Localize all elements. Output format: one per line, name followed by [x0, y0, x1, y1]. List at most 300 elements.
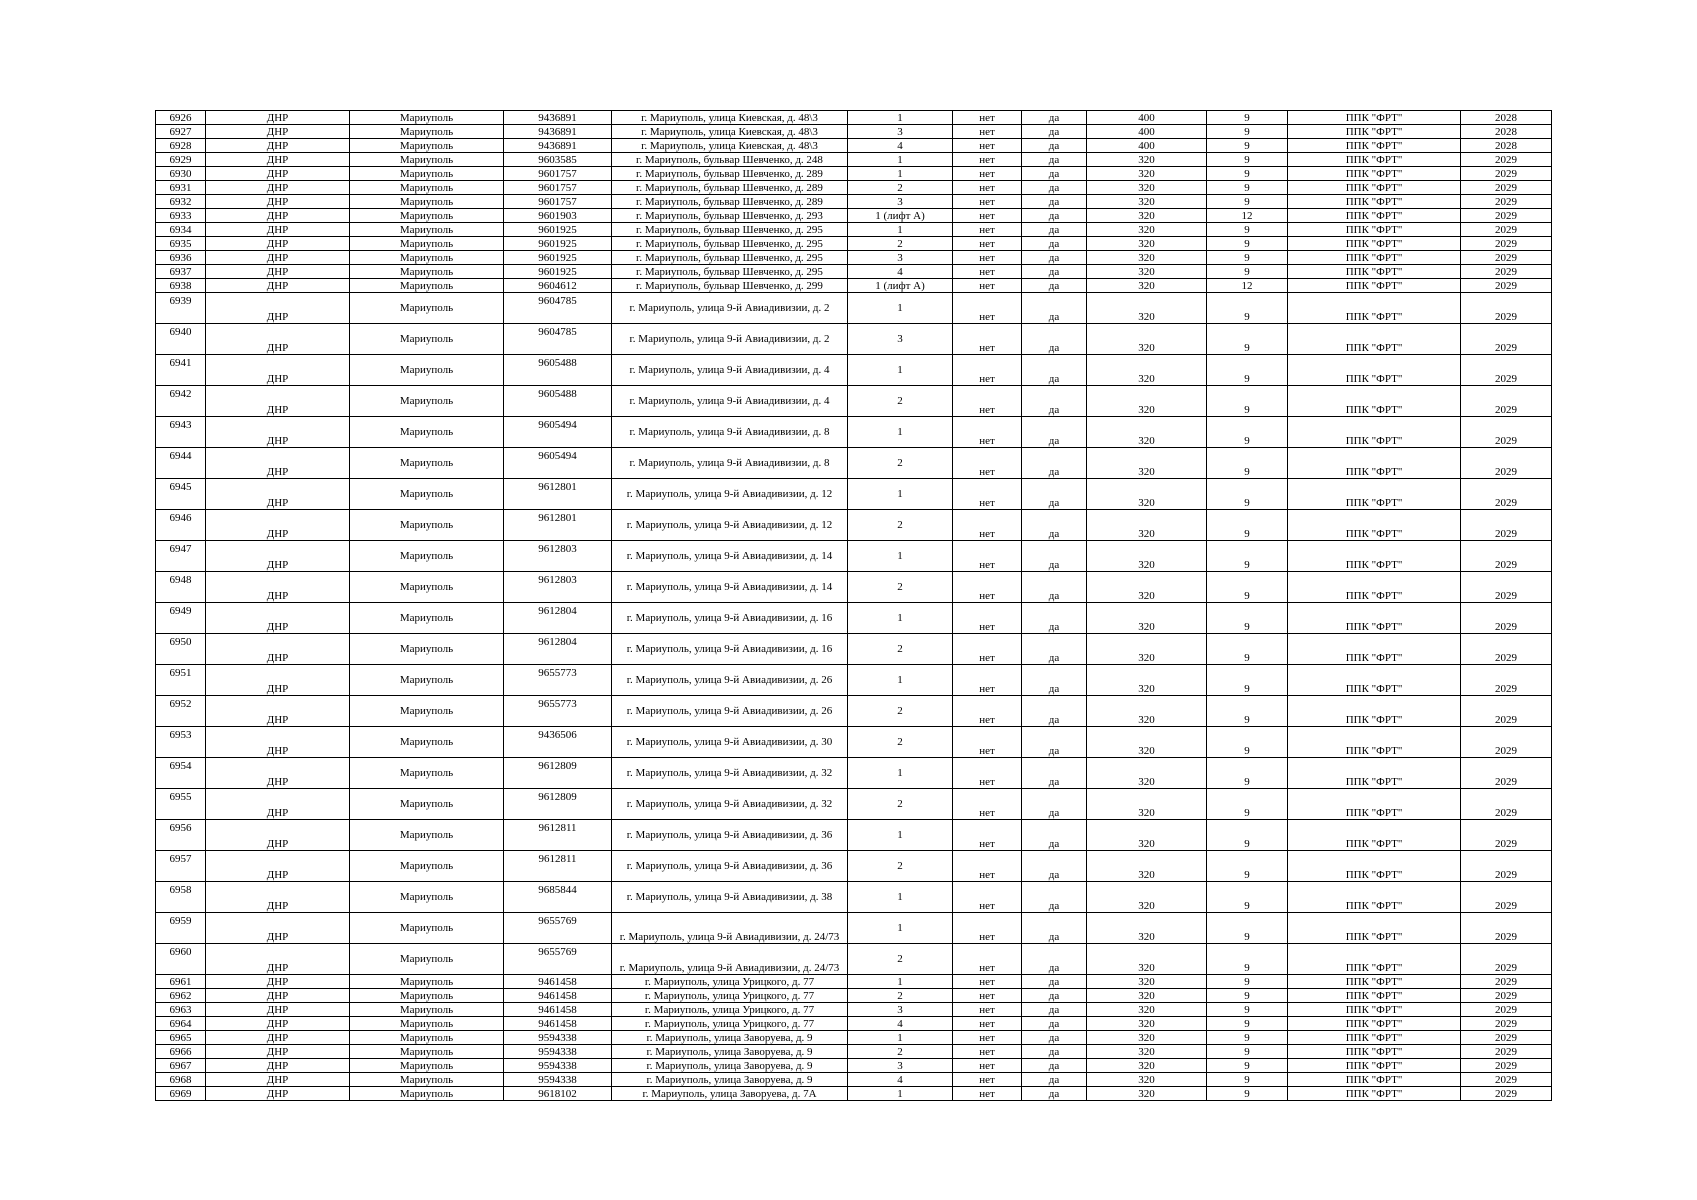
cell-capacity: 320: [1087, 223, 1207, 237]
cell-city: Мариуполь: [350, 417, 504, 448]
cell-address: г. Мариуполь, улица 9-й Авиадивизии, д. 16: [612, 634, 848, 665]
cell-floors: 9: [1207, 510, 1288, 541]
table-row: [156, 237, 1552, 251]
cell-flag-yes: да: [1022, 1017, 1087, 1031]
cell-flag-yes: да: [1022, 603, 1087, 634]
cell-region: ДНР: [206, 820, 350, 851]
cell-city: Мариуполь: [350, 944, 504, 975]
cell-row-number: 6962: [156, 989, 206, 1003]
table-row: [156, 510, 1552, 541]
cell-address: г. Мариуполь, улица Заворуева, д. 9: [612, 1031, 848, 1045]
cell-address: г. Мариуполь, улица Заворуева, д. 9: [612, 1073, 848, 1087]
cell-flag-yes: да: [1022, 448, 1087, 479]
cell-address: г. Мариуполь, улица Заворуева, д. 9: [612, 1059, 848, 1073]
cell-flag-no: нет: [953, 195, 1022, 209]
cell-flag-yes: да: [1022, 1031, 1087, 1045]
cell-entrance: 2: [848, 789, 953, 820]
cell-address: г. Мариуполь, бульвар Шевченко, д. 295: [612, 251, 848, 265]
cell-flag-yes: да: [1022, 696, 1087, 727]
cell-flag-no: нет: [953, 1059, 1022, 1073]
cell-flag-no: нет: [953, 293, 1022, 324]
cell-building-id: 9612803: [504, 572, 612, 603]
cell-row-number: 6944: [156, 448, 206, 479]
cell-flag-yes: да: [1022, 882, 1087, 913]
cell-capacity: 320: [1087, 153, 1207, 167]
cell-building-id: 9594338: [504, 1031, 612, 1045]
cell-row-number: 6937: [156, 265, 206, 279]
cell-building-id: 9612801: [504, 479, 612, 510]
table-row: [156, 417, 1552, 448]
cell-year: 2029: [1461, 603, 1552, 634]
cell-building-id: 9594338: [504, 1073, 612, 1087]
cell-capacity: 320: [1087, 913, 1207, 944]
cell-organization: ППК "ФРТ": [1288, 279, 1461, 293]
cell-flag-yes: да: [1022, 510, 1087, 541]
cell-row-number: 6960: [156, 944, 206, 975]
cell-capacity: 320: [1087, 1073, 1207, 1087]
cell-capacity: 400: [1087, 125, 1207, 139]
cell-year: 2028: [1461, 139, 1552, 153]
cell-address: г. Мариуполь, бульвар Шевченко, д. 289: [612, 167, 848, 181]
cell-address: г. Мариуполь, улица 9-й Авиадивизии, д. 2: [612, 324, 848, 355]
cell-floors: 9: [1207, 355, 1288, 386]
cell-building-id: 9612801: [504, 510, 612, 541]
cell-entrance: 4: [848, 265, 953, 279]
cell-address: г. Мариуполь, улица 9-й Авиадивизии, д. 26: [612, 665, 848, 696]
cell-flag-yes: да: [1022, 634, 1087, 665]
cell-floors: 9: [1207, 882, 1288, 913]
cell-entrance: 2: [848, 634, 953, 665]
table-row: [156, 386, 1552, 417]
cell-flag-no: нет: [953, 1087, 1022, 1101]
cell-organization: ППК "ФРТ": [1288, 355, 1461, 386]
cell-organization: ППК "ФРТ": [1288, 634, 1461, 665]
cell-city: Мариуполь: [350, 1073, 504, 1087]
cell-flag-yes: да: [1022, 279, 1087, 293]
table-row: [156, 603, 1552, 634]
cell-city: Мариуполь: [350, 167, 504, 181]
cell-flag-no: нет: [953, 758, 1022, 789]
cell-row-number: 6932: [156, 195, 206, 209]
cell-year: 2029: [1461, 541, 1552, 572]
table-row: [156, 696, 1552, 727]
table-row: [156, 479, 1552, 510]
cell-capacity: 320: [1087, 1045, 1207, 1059]
cell-city: Мариуполь: [350, 293, 504, 324]
cell-address: г. Мариуполь, улица Киевская, д. 48\3: [612, 139, 848, 153]
table-row: [156, 251, 1552, 265]
cell-capacity: 320: [1087, 209, 1207, 223]
cell-floors: 9: [1207, 167, 1288, 181]
cell-row-number: 6961: [156, 975, 206, 989]
cell-entrance: 4: [848, 1073, 953, 1087]
cell-region: ДНР: [206, 417, 350, 448]
cell-capacity: 320: [1087, 479, 1207, 510]
cell-row-number: 6952: [156, 696, 206, 727]
table-body: [156, 111, 1552, 1101]
cell-capacity: 320: [1087, 324, 1207, 355]
cell-row-number: 6963: [156, 1003, 206, 1017]
cell-entrance: 1: [848, 355, 953, 386]
cell-region: ДНР: [206, 223, 350, 237]
cell-floors: 9: [1207, 139, 1288, 153]
cell-building-id: 9655773: [504, 665, 612, 696]
table-row: [156, 1017, 1552, 1031]
cell-address: г. Мариуполь, бульвар Шевченко, д. 248: [612, 153, 848, 167]
table-row: [156, 265, 1552, 279]
cell-row-number: 6941: [156, 355, 206, 386]
cell-floors: 9: [1207, 1045, 1288, 1059]
cell-region: ДНР: [206, 237, 350, 251]
cell-flag-no: нет: [953, 820, 1022, 851]
cell-region: ДНР: [206, 603, 350, 634]
cell-capacity: 320: [1087, 1003, 1207, 1017]
cell-entrance: 4: [848, 139, 953, 153]
table-row: [156, 820, 1552, 851]
cell-organization: ППК "ФРТ": [1288, 237, 1461, 251]
cell-flag-yes: да: [1022, 944, 1087, 975]
cell-city: Мариуполь: [350, 603, 504, 634]
cell-flag-yes: да: [1022, 975, 1087, 989]
cell-flag-yes: да: [1022, 665, 1087, 696]
cell-year: 2029: [1461, 1003, 1552, 1017]
cell-row-number: 6964: [156, 1017, 206, 1031]
cell-flag-no: нет: [953, 279, 1022, 293]
cell-city: Мариуполь: [350, 696, 504, 727]
cell-organization: ППК "ФРТ": [1288, 324, 1461, 355]
cell-city: Мариуполь: [350, 181, 504, 195]
cell-entrance: 2: [848, 181, 953, 195]
cell-building-id: 9612811: [504, 820, 612, 851]
cell-region: ДНР: [206, 572, 350, 603]
cell-row-number: 6954: [156, 758, 206, 789]
cell-row-number: 6969: [156, 1087, 206, 1101]
cell-region: ДНР: [206, 279, 350, 293]
cell-organization: ППК "ФРТ": [1288, 195, 1461, 209]
cell-flag-yes: да: [1022, 386, 1087, 417]
cell-year: 2029: [1461, 1059, 1552, 1073]
cell-flag-yes: да: [1022, 111, 1087, 125]
cell-flag-yes: да: [1022, 153, 1087, 167]
cell-region: ДНР: [206, 1059, 350, 1073]
cell-flag-no: нет: [953, 448, 1022, 479]
cell-region: ДНР: [206, 989, 350, 1003]
cell-row-number: 6949: [156, 603, 206, 634]
cell-region: ДНР: [206, 1031, 350, 1045]
cell-year: 2029: [1461, 820, 1552, 851]
cell-city: Мариуполь: [350, 111, 504, 125]
cell-row-number: 6927: [156, 125, 206, 139]
cell-year: 2029: [1461, 265, 1552, 279]
cell-row-number: 6936: [156, 251, 206, 265]
cell-organization: ППК "ФРТ": [1288, 125, 1461, 139]
cell-capacity: 320: [1087, 665, 1207, 696]
table-row: [156, 153, 1552, 167]
cell-entrance: 2: [848, 510, 953, 541]
cell-address: г. Мариуполь, улица Заворуева, д. 7А: [612, 1087, 848, 1101]
cell-organization: ППК "ФРТ": [1288, 293, 1461, 324]
cell-organization: ППК "ФРТ": [1288, 541, 1461, 572]
cell-row-number: 6953: [156, 727, 206, 758]
cell-entrance: 1 (лифт А): [848, 209, 953, 223]
cell-flag-yes: да: [1022, 251, 1087, 265]
cell-flag-yes: да: [1022, 293, 1087, 324]
cell-flag-yes: да: [1022, 167, 1087, 181]
cell-building-id: 9612809: [504, 789, 612, 820]
cell-building-id: 9601925: [504, 223, 612, 237]
cell-year: 2029: [1461, 989, 1552, 1003]
table-row: [156, 1073, 1552, 1087]
cell-city: Мариуполь: [350, 820, 504, 851]
cell-flag-no: нет: [953, 789, 1022, 820]
table-row: [156, 111, 1552, 125]
cell-organization: ППК "ФРТ": [1288, 572, 1461, 603]
cell-floors: 9: [1207, 1059, 1288, 1073]
cell-flag-no: нет: [953, 167, 1022, 181]
cell-flag-no: нет: [953, 479, 1022, 510]
cell-row-number: 6942: [156, 386, 206, 417]
cell-year: 2029: [1461, 355, 1552, 386]
cell-entrance: 4: [848, 1017, 953, 1031]
cell-region: ДНР: [206, 696, 350, 727]
cell-city: Мариуполь: [350, 324, 504, 355]
cell-entrance: 3: [848, 1003, 953, 1017]
cell-year: 2029: [1461, 1073, 1552, 1087]
cell-region: ДНР: [206, 293, 350, 324]
cell-organization: ППК "ФРТ": [1288, 448, 1461, 479]
cell-row-number: 6966: [156, 1045, 206, 1059]
cell-flag-no: нет: [953, 386, 1022, 417]
cell-capacity: 320: [1087, 975, 1207, 989]
cell-year: 2029: [1461, 324, 1552, 355]
cell-address: г. Мариуполь, улица 9-й Авиадивизии, д. 12: [612, 510, 848, 541]
cell-region: ДНР: [206, 758, 350, 789]
cell-entrance: 2: [848, 851, 953, 882]
cell-floors: 9: [1207, 251, 1288, 265]
cell-capacity: 320: [1087, 510, 1207, 541]
cell-building-id: 9436891: [504, 111, 612, 125]
cell-organization: ППК "ФРТ": [1288, 851, 1461, 882]
cell-city: Мариуполь: [350, 665, 504, 696]
cell-address: г. Мариуполь, улица 9-й Авиадивизии, д. 2: [612, 293, 848, 324]
cell-floors: 9: [1207, 223, 1288, 237]
cell-address: г. Мариуполь, улица 9-й Авиадивизии, д. 26: [612, 696, 848, 727]
cell-year: 2029: [1461, 479, 1552, 510]
cell-city: Мариуполь: [350, 153, 504, 167]
cell-entrance: 1: [848, 479, 953, 510]
table-row: [156, 125, 1552, 139]
cell-organization: ППК "ФРТ": [1288, 727, 1461, 758]
cell-city: Мариуполь: [350, 758, 504, 789]
cell-city: Мариуполь: [350, 913, 504, 944]
cell-row-number: 6950: [156, 634, 206, 665]
cell-organization: ППК "ФРТ": [1288, 386, 1461, 417]
cell-year: 2029: [1461, 181, 1552, 195]
cell-row-number: 6967: [156, 1059, 206, 1073]
cell-flag-no: нет: [953, 181, 1022, 195]
cell-organization: ППК "ФРТ": [1288, 696, 1461, 727]
cell-region: ДНР: [206, 251, 350, 265]
cell-region: ДНР: [206, 1003, 350, 1017]
table-row: [156, 944, 1552, 975]
cell-flag-no: нет: [953, 265, 1022, 279]
cell-region: ДНР: [206, 479, 350, 510]
table-row: [156, 209, 1552, 223]
cell-capacity: 320: [1087, 541, 1207, 572]
cell-address: г. Мариуполь, улица 9-й Авиадивизии, д. 14: [612, 572, 848, 603]
cell-capacity: 320: [1087, 696, 1207, 727]
cell-flag-yes: да: [1022, 223, 1087, 237]
cell-address: г. Мариуполь, улица 9-й Авиадивизии, д. 12: [612, 479, 848, 510]
cell-address: г. Мариуполь, улица 9-й Авиадивизии, д. 14: [612, 541, 848, 572]
cell-capacity: 320: [1087, 820, 1207, 851]
cell-building-id: 9612809: [504, 758, 612, 789]
table-row: [156, 355, 1552, 386]
cell-capacity: 320: [1087, 167, 1207, 181]
cell-building-id: 9601903: [504, 209, 612, 223]
cell-row-number: 6955: [156, 789, 206, 820]
cell-flag-no: нет: [953, 882, 1022, 913]
cell-organization: ППК "ФРТ": [1288, 882, 1461, 913]
cell-city: Мариуполь: [350, 989, 504, 1003]
cell-city: Мариуполь: [350, 125, 504, 139]
table-row: [156, 139, 1552, 153]
cell-year: 2028: [1461, 125, 1552, 139]
cell-city: Мариуполь: [350, 1003, 504, 1017]
table-row: [156, 1045, 1552, 1059]
cell-city: Мариуполь: [350, 355, 504, 386]
cell-region: ДНР: [206, 913, 350, 944]
cell-flag-no: нет: [953, 139, 1022, 153]
cell-flag-no: нет: [953, 1031, 1022, 1045]
cell-flag-yes: да: [1022, 758, 1087, 789]
cell-flag-no: нет: [953, 111, 1022, 125]
cell-flag-no: нет: [953, 209, 1022, 223]
cell-organization: ППК "ФРТ": [1288, 265, 1461, 279]
cell-flag-yes: да: [1022, 851, 1087, 882]
cell-capacity: 320: [1087, 1031, 1207, 1045]
cell-organization: ППК "ФРТ": [1288, 1045, 1461, 1059]
cell-flag-no: нет: [953, 572, 1022, 603]
cell-year: 2029: [1461, 167, 1552, 181]
cell-region: ДНР: [206, 1017, 350, 1031]
cell-address: г. Мариуполь, улица 9-й Авиадивизии, д. 4: [612, 355, 848, 386]
cell-row-number: 6957: [156, 851, 206, 882]
cell-address: г. Мариуполь, улица Урицкого, д. 77: [612, 1017, 848, 1031]
cell-entrance: 1: [848, 975, 953, 989]
cell-row-number: 6939: [156, 293, 206, 324]
cell-organization: ППК "ФРТ": [1288, 913, 1461, 944]
table-row: [156, 727, 1552, 758]
cell-capacity: 320: [1087, 386, 1207, 417]
cell-entrance: 1: [848, 167, 953, 181]
cell-floors: 9: [1207, 696, 1288, 727]
cell-address: г. Мариуполь, бульвар Шевченко, д. 295: [612, 237, 848, 251]
cell-organization: ППК "ФРТ": [1288, 139, 1461, 153]
cell-flag-yes: да: [1022, 209, 1087, 223]
cell-floors: 9: [1207, 153, 1288, 167]
cell-address: г. Мариуполь, улица 9-й Авиадивизии, д. 16: [612, 603, 848, 634]
cell-flag-no: нет: [953, 355, 1022, 386]
cell-entrance: 3: [848, 125, 953, 139]
cell-region: ДНР: [206, 1073, 350, 1087]
cell-entrance: 2: [848, 989, 953, 1003]
table-row: [156, 989, 1552, 1003]
cell-address: г. Мариуполь, бульвар Шевченко, д. 289: [612, 181, 848, 195]
cell-organization: ППК "ФРТ": [1288, 975, 1461, 989]
cell-flag-yes: да: [1022, 989, 1087, 1003]
cell-row-number: 6956: [156, 820, 206, 851]
cell-flag-yes: да: [1022, 265, 1087, 279]
cell-capacity: 320: [1087, 572, 1207, 603]
elevator-replacement-table: [155, 110, 1552, 1101]
cell-row-number: 6933: [156, 209, 206, 223]
cell-building-id: 9655773: [504, 696, 612, 727]
cell-capacity: 320: [1087, 181, 1207, 195]
cell-region: ДНР: [206, 125, 350, 139]
cell-floors: 9: [1207, 448, 1288, 479]
cell-address: г. Мариуполь, улица 9-й Авиадивизии, д. 30: [612, 727, 848, 758]
cell-row-number: 6928: [156, 139, 206, 153]
cell-address: г. Мариуполь, бульвар Шевченко, д. 295: [612, 223, 848, 237]
cell-region: ДНР: [206, 386, 350, 417]
cell-floors: 9: [1207, 237, 1288, 251]
cell-organization: ППК "ФРТ": [1288, 417, 1461, 448]
cell-region: ДНР: [206, 355, 350, 386]
cell-city: Мариуполь: [350, 448, 504, 479]
cell-building-id: 9461458: [504, 1017, 612, 1031]
cell-capacity: 320: [1087, 195, 1207, 209]
cell-year: 2029: [1461, 851, 1552, 882]
cell-flag-yes: да: [1022, 541, 1087, 572]
cell-building-id: 9605488: [504, 355, 612, 386]
cell-floors: 9: [1207, 989, 1288, 1003]
cell-floors: 9: [1207, 181, 1288, 195]
cell-building-id: 9594338: [504, 1045, 612, 1059]
cell-region: ДНР: [206, 139, 350, 153]
cell-address: г. Мариуполь, бульвар Шевченко, д. 295: [612, 265, 848, 279]
cell-capacity: 320: [1087, 448, 1207, 479]
cell-flag-no: нет: [953, 603, 1022, 634]
cell-capacity: 320: [1087, 1059, 1207, 1073]
cell-floors: 9: [1207, 603, 1288, 634]
cell-year: 2029: [1461, 789, 1552, 820]
cell-address: г. Мариуполь, бульвар Шевченко, д. 289: [612, 195, 848, 209]
cell-capacity: 320: [1087, 265, 1207, 279]
cell-capacity: 320: [1087, 417, 1207, 448]
cell-entrance: 3: [848, 251, 953, 265]
cell-year: 2029: [1461, 293, 1552, 324]
cell-entrance: 2: [848, 1045, 953, 1059]
cell-capacity: 320: [1087, 851, 1207, 882]
cell-building-id: 9604785: [504, 324, 612, 355]
cell-organization: ППК "ФРТ": [1288, 167, 1461, 181]
cell-region: ДНР: [206, 510, 350, 541]
cell-building-id: 9612804: [504, 603, 612, 634]
cell-flag-no: нет: [953, 324, 1022, 355]
cell-flag-yes: да: [1022, 355, 1087, 386]
cell-region: ДНР: [206, 1087, 350, 1101]
cell-city: Мариуполь: [350, 1059, 504, 1073]
cell-floors: 9: [1207, 727, 1288, 758]
cell-floors: 9: [1207, 1073, 1288, 1087]
cell-capacity: 320: [1087, 989, 1207, 1003]
cell-city: Мариуполь: [350, 851, 504, 882]
cell-building-id: 9655769: [504, 944, 612, 975]
cell-year: 2029: [1461, 417, 1552, 448]
cell-capacity: 320: [1087, 634, 1207, 665]
cell-flag-yes: да: [1022, 181, 1087, 195]
